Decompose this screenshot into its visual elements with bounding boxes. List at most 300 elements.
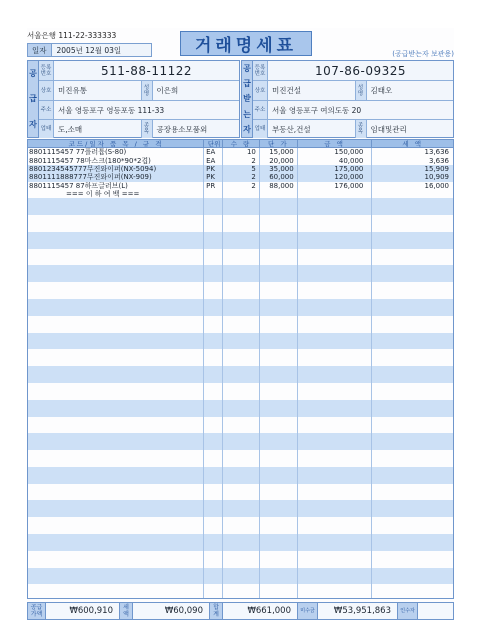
empty-cell: [260, 425, 298, 433]
empty-cell: [223, 341, 260, 349]
empty-cell: [28, 509, 204, 517]
empty-cell: [260, 551, 298, 559]
empty-cell: [372, 433, 453, 441]
empty-cell: [28, 341, 204, 349]
side-char: 받: [243, 94, 251, 104]
table-row: [28, 576, 453, 584]
empty-cell: [223, 484, 260, 492]
empty-cell: [372, 324, 453, 332]
buyer-side-label: [242, 61, 253, 137]
empty-cell: [223, 534, 260, 542]
empty-cell: [298, 299, 373, 307]
empty-cell: [372, 291, 453, 299]
tax-value: ₩60,090: [133, 603, 210, 619]
empty-cell: [298, 224, 373, 232]
empty-cell: [372, 265, 453, 273]
empty-cell: [372, 484, 453, 492]
empty-cell: [28, 526, 204, 534]
empty-cell: [260, 383, 298, 391]
table-row: [28, 559, 453, 567]
empty-cell: [28, 366, 204, 374]
empty-cell: [298, 576, 373, 584]
side-char: 는: [243, 109, 251, 119]
supplier-item-label: 종목: [141, 120, 153, 138]
empty-cell: [260, 240, 298, 248]
empty-cell: [298, 484, 373, 492]
empty-cell: [372, 366, 453, 374]
buyer-reg-label: 등록번호: [253, 61, 268, 80]
empty-cell: [204, 207, 223, 215]
empty-cell: [223, 500, 260, 508]
table-row: [28, 584, 453, 592]
table-row: [28, 307, 453, 315]
empty-cell: [260, 568, 298, 576]
empty-cell: [260, 333, 298, 341]
empty-cell: [298, 383, 373, 391]
empty-cell: [260, 307, 298, 315]
empty-cell: [260, 358, 298, 366]
empty-cell: [260, 232, 298, 240]
empty-cell: [223, 425, 260, 433]
table-row: [28, 291, 453, 299]
buyer-address-label: 주소: [253, 101, 268, 119]
empty-cell: [204, 593, 223, 599]
empty-cell: [260, 265, 298, 273]
item-amount: 175,000: [298, 165, 373, 173]
document-title: 거래명세표: [180, 31, 312, 56]
table-row: [28, 182, 453, 190]
empty-cell: [204, 450, 223, 458]
empty-cell: [223, 584, 260, 592]
item-tax: 3,636: [428, 156, 449, 165]
side-char: 공: [243, 64, 251, 74]
table-row: [28, 249, 453, 257]
bank-account: 서울은행 111-22-333333: [27, 31, 117, 40]
empty-cell: [260, 526, 298, 534]
table-row: [28, 526, 453, 534]
empty-cell: [298, 349, 373, 357]
table-row: [28, 450, 453, 458]
empty-cell: [223, 232, 260, 240]
empty-cell: [204, 366, 223, 374]
empty-cell: [223, 333, 260, 341]
empty-cell: [372, 341, 453, 349]
empty-cell: [298, 324, 373, 332]
empty-cell: [260, 316, 298, 324]
table-row: [28, 207, 453, 215]
empty-cell: [28, 559, 204, 567]
item-tax: 15,909: [424, 164, 449, 173]
empty-cell: [372, 207, 453, 215]
empty-cell: [28, 467, 204, 475]
total-value: ₩661,000: [223, 603, 298, 619]
empty-cell: [28, 249, 204, 257]
side-char: 자: [243, 124, 251, 134]
empty-cell: [223, 400, 260, 408]
empty-cell: [28, 492, 204, 500]
empty-cell: [298, 333, 373, 341]
invoice-paper: [27, 28, 454, 620]
empty-cell: [204, 265, 223, 273]
empty-cell: [204, 500, 223, 508]
table-row: [28, 458, 453, 466]
item-tax: 13,636: [424, 148, 449, 157]
empty-cell: [204, 274, 223, 282]
empty-cell: [204, 190, 223, 198]
empty-cell: [298, 542, 373, 550]
supplier-reg-number: 511-88-11122: [100, 63, 192, 78]
empty-cell: [372, 568, 453, 576]
empty-cell: [204, 542, 223, 550]
item-qty: 2: [223, 182, 260, 190]
empty-cell: [372, 584, 453, 592]
empty-cell: [204, 299, 223, 307]
empty-cell: [372, 391, 453, 399]
buyer-company-label: 상호: [253, 81, 268, 100]
empty-cell: [372, 492, 453, 500]
empty-cell: [298, 500, 373, 508]
empty-cell: [223, 492, 260, 500]
buyer-item-label: 종목: [355, 120, 367, 138]
empty-cell: [223, 190, 260, 198]
empty-cell: [223, 358, 260, 366]
empty-cell: [204, 576, 223, 584]
empty-cell: [204, 551, 223, 559]
empty-cell: [372, 400, 453, 408]
empty-cell: [28, 274, 204, 282]
empty-cell: [204, 517, 223, 525]
empty-cell: [298, 366, 373, 374]
empty-cell: [223, 475, 260, 483]
empty-cell: [28, 484, 204, 492]
table-row: [28, 274, 453, 282]
table-row: [28, 282, 453, 290]
item-code-name: 8801234545777무진와이퍼(NX-5094): [28, 165, 204, 173]
empty-cell: [28, 458, 204, 466]
empty-cell: [28, 291, 204, 299]
empty-cell: [298, 433, 373, 441]
item-code-name: 8801115457 87하프글러브(L): [28, 182, 204, 190]
empty-cell: [223, 299, 260, 307]
empty-cell: [372, 559, 453, 567]
empty-cell: [260, 391, 298, 399]
empty-cell: [28, 316, 204, 324]
empty-cell: [204, 291, 223, 299]
empty-cell: [204, 509, 223, 517]
empty-cell: [204, 425, 223, 433]
empty-cell: [372, 375, 453, 383]
empty-cell: [223, 458, 260, 466]
empty-cell: [260, 324, 298, 332]
table-row: [28, 165, 453, 173]
empty-cell: [223, 198, 260, 206]
empty-cell: [204, 568, 223, 576]
table-row: [28, 542, 453, 550]
empty-cell: [223, 408, 260, 416]
item-qty: 2: [223, 173, 260, 181]
empty-cell: [260, 366, 298, 374]
empty-cell: [28, 517, 204, 525]
empty-cell: [298, 375, 373, 383]
table-row: [28, 517, 453, 525]
empty-cell: [204, 341, 223, 349]
empty-cell: [223, 417, 260, 425]
table-row: [28, 215, 453, 223]
empty-cell: [204, 249, 223, 257]
empty-cell: [372, 509, 453, 517]
table-row: [28, 492, 453, 500]
table-body: [28, 148, 453, 599]
empty-cell: [372, 240, 453, 248]
supplier-business-type: 도,소매: [58, 124, 83, 134]
totals-bar: [27, 602, 454, 620]
empty-cell: [204, 433, 223, 441]
empty-cell: [298, 517, 373, 525]
buyer-company-row: [253, 81, 453, 101]
empty-cell: [372, 458, 453, 466]
empty-cell: [223, 526, 260, 534]
empty-cell: [204, 534, 223, 542]
table-row: [28, 240, 453, 248]
empty-cell: [298, 400, 373, 408]
empty-cell: [223, 450, 260, 458]
empty-cell: [204, 492, 223, 500]
empty-cell: [260, 349, 298, 357]
supplier-type-row: [39, 120, 239, 138]
empty-cell: [298, 249, 373, 257]
empty-cell: [28, 358, 204, 366]
empty-cell: [28, 391, 204, 399]
empty-cell: [260, 249, 298, 257]
empty-cell: [28, 307, 204, 315]
empty-cell: [204, 198, 223, 206]
empty-cell: [28, 534, 204, 542]
empty-cell: [260, 442, 298, 450]
empty-cell: [372, 249, 453, 257]
empty-cell: [372, 551, 453, 559]
empty-cell: [260, 375, 298, 383]
empty-cell: [298, 282, 373, 290]
empty-cell: [223, 593, 260, 599]
table-row: [28, 198, 453, 206]
buyer-business-item: 임대및관리: [370, 124, 407, 134]
unpaid-label: 미수금: [298, 603, 318, 619]
table-row: [28, 156, 453, 164]
empty-cell: [260, 484, 298, 492]
empty-cell: [260, 576, 298, 584]
table-row: [28, 299, 453, 307]
empty-cell: [298, 509, 373, 517]
buyer-business-type: 부동산,건설: [272, 124, 311, 134]
empty-cell: [260, 475, 298, 483]
empty-cell: [298, 442, 373, 450]
empty-cell: [372, 307, 453, 315]
empty-cell: [260, 282, 298, 290]
empty-cell: [372, 257, 453, 265]
empty-cell: [204, 333, 223, 341]
item-unit: PK: [204, 173, 223, 181]
item-tax: 16,000: [424, 181, 449, 190]
supplier-reg-row: [39, 61, 239, 81]
empty-cell: [372, 358, 453, 366]
empty-cell: [298, 257, 373, 265]
empty-cell: [260, 584, 298, 592]
empty-cell: [372, 316, 453, 324]
empty-cell: [28, 551, 204, 559]
empty-cell: [28, 433, 204, 441]
buyer-name-label: 성명: [355, 81, 367, 100]
empty-cell: [204, 584, 223, 592]
side-char: 급: [29, 94, 37, 104]
empty-cell: [260, 517, 298, 525]
empty-cell: [223, 282, 260, 290]
empty-cell: [223, 391, 260, 399]
empty-cell: [28, 417, 204, 425]
header-unit: 단위: [204, 140, 223, 147]
date-field: [27, 43, 152, 57]
empty-cell: [223, 375, 260, 383]
table-row: [28, 475, 453, 483]
empty-cell: [28, 282, 204, 290]
supply-value: ₩600,910: [46, 603, 120, 619]
empty-cell: [372, 526, 453, 534]
empty-cell: [204, 282, 223, 290]
empty-cell: [298, 559, 373, 567]
empty-cell: [28, 198, 204, 206]
total-label: 합계: [210, 603, 223, 619]
empty-cell: [298, 391, 373, 399]
empty-cell: [372, 190, 453, 198]
empty-cell: [372, 215, 453, 223]
empty-cell: [204, 400, 223, 408]
table-row: [28, 358, 453, 366]
empty-cell: [298, 232, 373, 240]
item-tax: 10,909: [424, 173, 449, 182]
empty-cell: [260, 509, 298, 517]
empty-cell: [223, 568, 260, 576]
empty-cell: [260, 433, 298, 441]
empty-cell: [260, 467, 298, 475]
item-price: 15,000: [260, 148, 298, 156]
empty-cell: [298, 291, 373, 299]
date-value: 2005년 12월 03일: [56, 45, 122, 55]
empty-cell: [298, 425, 373, 433]
empty-cell: [298, 526, 373, 534]
table-row: [28, 383, 453, 391]
empty-cell: [28, 232, 204, 240]
empty-cell: [204, 559, 223, 567]
empty-cell: [223, 467, 260, 475]
empty-cell: [28, 333, 204, 341]
buyer-type-row: [253, 120, 453, 138]
item-unit: PK: [204, 165, 223, 173]
empty-cell: [298, 198, 373, 206]
empty-cell: [223, 274, 260, 282]
empty-cell: [223, 366, 260, 374]
tax-label: 세액: [120, 603, 133, 619]
supplier-company-label: 상호: [39, 81, 54, 100]
empty-cell: [204, 232, 223, 240]
empty-cell: [28, 542, 204, 550]
side-char: 공: [29, 69, 37, 79]
empty-cell: [204, 240, 223, 248]
empty-cell: [372, 198, 453, 206]
table-row: [28, 173, 453, 181]
supplier-type-label: 업태: [39, 120, 54, 138]
empty-cell: [260, 417, 298, 425]
empty-cell: [298, 274, 373, 282]
empty-cell: [223, 249, 260, 257]
table-row: [28, 265, 453, 273]
empty-cell: [204, 475, 223, 483]
item-amount: 40,000: [298, 156, 373, 164]
table-header: [28, 140, 453, 148]
item-unit: EA: [204, 148, 223, 156]
buyer-reg-number: 107-86-09325: [314, 63, 406, 78]
empty-cell: [223, 542, 260, 550]
supplier-name: 이은희: [156, 86, 179, 95]
empty-cell: [28, 408, 204, 416]
empty-cell: [204, 526, 223, 534]
empty-cell: [223, 383, 260, 391]
supplier-company: 미진유통: [58, 86, 87, 95]
empty-cell: [260, 207, 298, 215]
empty-cell: [223, 551, 260, 559]
empty-cell: [260, 492, 298, 500]
buyer-address-row: [253, 101, 453, 120]
empty-cell: [298, 190, 373, 198]
empty-cell: [298, 408, 373, 416]
empty-cell: [260, 198, 298, 206]
empty-cell: [372, 442, 453, 450]
empty-cell: [223, 517, 260, 525]
empty-cell: [260, 500, 298, 508]
empty-cell: [260, 559, 298, 567]
item-unit: EA: [204, 156, 223, 164]
empty-cell: [372, 224, 453, 232]
empty-cell: [372, 517, 453, 525]
empty-cell: [372, 408, 453, 416]
buyer-type-label: 업태: [253, 120, 268, 138]
empty-cell: [204, 316, 223, 324]
buyer-company: 미진건설: [272, 86, 301, 95]
empty-cell: [204, 349, 223, 357]
table-row: [28, 375, 453, 383]
empty-cell: [28, 576, 204, 584]
empty-cell: [372, 467, 453, 475]
empty-cell: [28, 224, 204, 232]
table-row: [28, 408, 453, 416]
empty-cell: [260, 274, 298, 282]
empty-cell: [260, 542, 298, 550]
empty-cell: [298, 534, 373, 542]
end-mark: === 이 하 여 백 ===: [28, 190, 204, 198]
empty-cell: [372, 542, 453, 550]
item-qty: 10: [223, 148, 260, 156]
item-price: 20,000: [260, 156, 298, 164]
header-code-item: 코드/일자 품 목 / 규 격: [28, 140, 204, 147]
empty-cell: [204, 442, 223, 450]
empty-cell: [298, 316, 373, 324]
supplier-reg-label: 등록번호: [39, 61, 54, 80]
supplier-company-row: [39, 81, 239, 101]
empty-cell: [28, 299, 204, 307]
empty-cell: [204, 224, 223, 232]
empty-cell: [260, 299, 298, 307]
item-qty: 5: [223, 165, 260, 173]
empty-cell: [298, 207, 373, 215]
empty-cell: [372, 282, 453, 290]
